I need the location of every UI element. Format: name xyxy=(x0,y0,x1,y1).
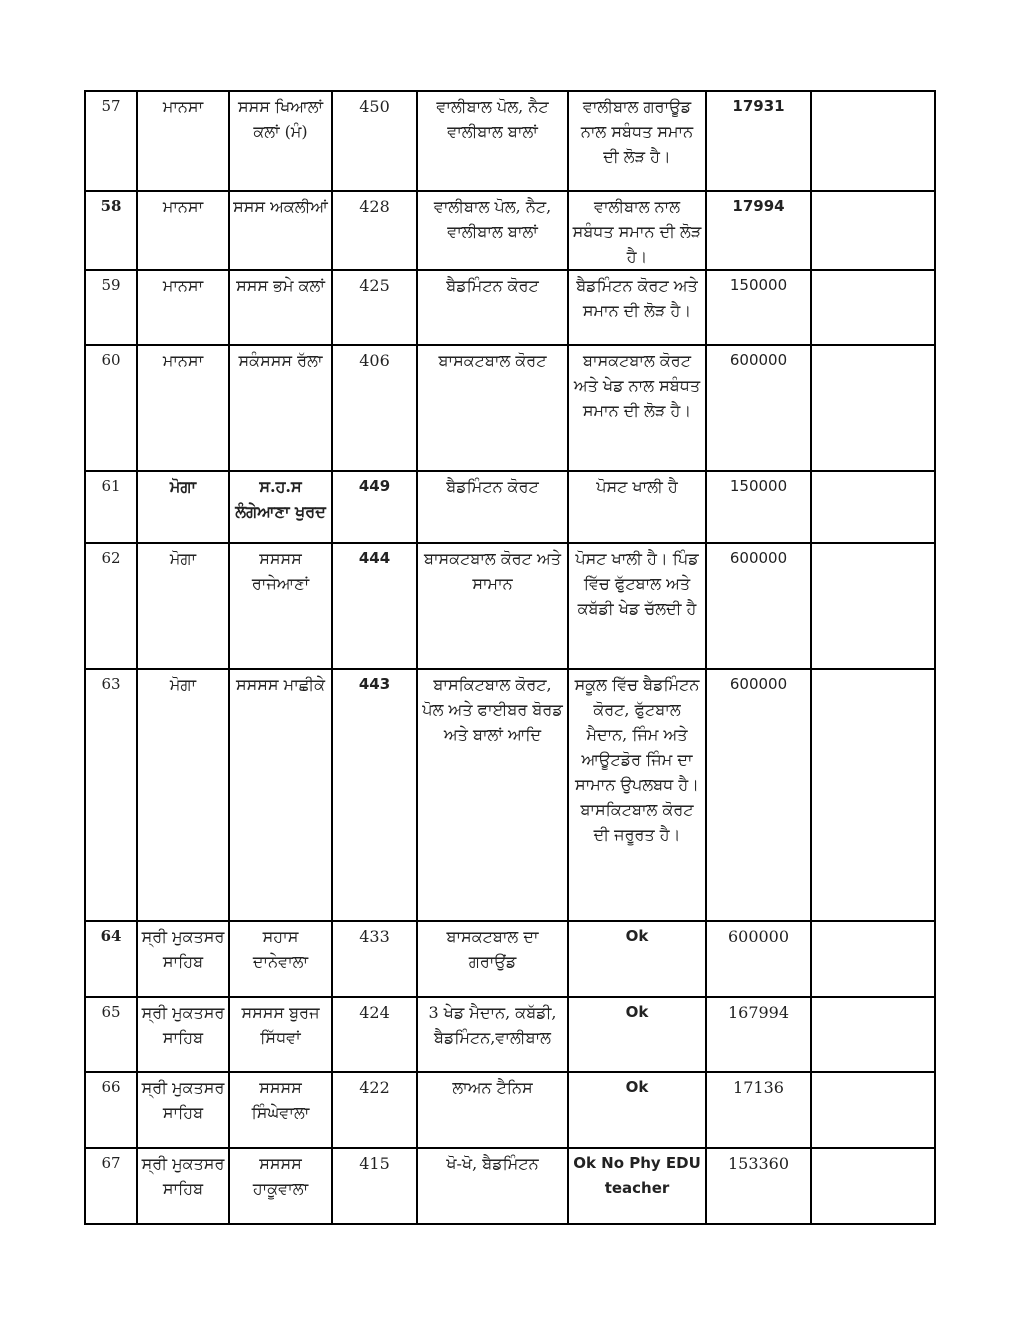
school-cell: ਸਹਾਸ ਦਾਨੇਵਾਲਾ xyxy=(229,921,332,997)
serial-cell: 62 xyxy=(85,543,137,669)
school-cell: ਸਸਸਸ ਮਾਛੀਕੇ xyxy=(229,669,332,921)
amount-cell: 17136 xyxy=(706,1072,811,1148)
table-row xyxy=(85,345,935,471)
school-cell: ਸਸਸ ਖਿਆਲਾਂ ਕਲਾਂ (ਮੰ) xyxy=(229,91,332,191)
remarks-cell xyxy=(811,270,935,345)
amount-cell: 600000 xyxy=(706,345,811,471)
remarks-cell xyxy=(811,91,935,191)
code-cell: 425 xyxy=(332,270,417,345)
amount-cell: 150000 xyxy=(706,471,811,543)
table-row xyxy=(85,1072,935,1148)
remarks-cell xyxy=(811,471,935,543)
code-cell: 422 xyxy=(332,1072,417,1148)
status-cell: Ok xyxy=(568,1072,706,1148)
district-cell: ਮੋਗਾ xyxy=(137,543,229,669)
serial-cell: 67 xyxy=(85,1148,137,1224)
school-cell: ਸ.ਹ.ਸ ਲੰਗੇਆਣਾ ਖੁਰਦ xyxy=(229,471,332,543)
status-cell: Ok xyxy=(568,921,706,997)
school-cell: ਸਸਸਸ ਰਾਜੇਆਣਾਂ xyxy=(229,543,332,669)
demand-cell: ਬਾਸਕਟਬਾਲ ਕੋਰਟ ਅਤੇ ਸਾਮਾਨ xyxy=(417,543,568,669)
demand-cell: ਵਾਲੀਬਾਲ ਪੋਲ, ਨੈਟ, ਵਾਲੀਬਾਲ ਬਾਲਾਂ xyxy=(417,191,568,270)
remarks-cell xyxy=(811,1148,935,1224)
status-cell: ਵਾਲੀਬਾਲ ਨਾਲ ਸਬੰਧਤ ਸਮਾਨ ਦੀ ਲੋੜ ਹੈ। xyxy=(568,191,706,270)
code-cell: 450 xyxy=(332,91,417,191)
school-cell: ਸਸਸ ਅਕਲੀਆਂ xyxy=(229,191,332,270)
serial-cell: 65 xyxy=(85,997,137,1072)
amount-cell: 167994 xyxy=(706,997,811,1072)
remarks-cell xyxy=(811,1072,935,1148)
demand-cell: ਖੋ-ਖੋ, ਬੈਡਮਿੰਟਨ xyxy=(417,1148,568,1224)
table-row xyxy=(85,921,935,997)
amount-cell: 17931 xyxy=(706,91,811,191)
demand-cell: ਲਾਅਨ ਟੈਨਿਸ xyxy=(417,1072,568,1148)
demand-cell: ਬੈਡਮਿੰਟਨ ਕੋਰਟ xyxy=(417,270,568,345)
code-cell: 433 xyxy=(332,921,417,997)
remarks-cell xyxy=(811,191,935,270)
table-row xyxy=(85,270,935,345)
remarks-cell xyxy=(811,345,935,471)
status-cell: ਵਾਲੀਬਾਲ ਗਰਾਊਡ ਨਾਲ ਸਬੰਧਤ ਸਮਾਨ ਦੀ ਲੋੜ ਹੈ। xyxy=(568,91,706,191)
code-cell: 424 xyxy=(332,997,417,1072)
district-cell: ਮੋਗਾ xyxy=(137,471,229,543)
demand-cell: 3 ਖੇਡ ਮੈਦਾਨ, ਕਬੱਡੀ, ਬੈਡਮਿੰਟਨ,ਵਾਲੀਬਾਲ xyxy=(417,997,568,1072)
serial-cell: 59 xyxy=(85,270,137,345)
status-cell: ਬਾਸਕਟਬਾਲ ਕੋਰਟ ਅਤੇ ਖੇਡ ਨਾਲ ਸਬੰਧਤ ਸਮਾਨ ਦੀ ਲੋੜ ਹੈ। xyxy=(568,345,706,471)
school-sports-table xyxy=(84,90,936,1225)
district-cell: ਮੋਗਾ xyxy=(137,669,229,921)
amount-cell: 600000 xyxy=(706,921,811,997)
code-cell: 443 xyxy=(332,669,417,921)
table-row xyxy=(85,669,935,921)
district-cell: ਸ੍ਰੀ ਮੁਕਤਸਰ ਸਾਹਿਬ xyxy=(137,1148,229,1224)
remarks-cell xyxy=(811,543,935,669)
serial-cell: 66 xyxy=(85,1072,137,1148)
amount-cell: 153360 xyxy=(706,1148,811,1224)
school-cell: ਸਸਸਸ ਸਿੰਘੇਵਾਲਾ xyxy=(229,1072,332,1148)
serial-cell: 58 xyxy=(85,191,137,270)
table-row xyxy=(85,1148,935,1224)
school-cell: ਸਕੰਸਸਸ ਰੱਲਾ xyxy=(229,345,332,471)
school-cell: ਸਸਸਸ ਬੁਰਜ ਸਿੱਧਵਾਂ xyxy=(229,997,332,1072)
code-cell: 415 xyxy=(332,1148,417,1224)
demand-cell: ਬੈਡਮਿੰਟਨ ਕੋਰਟ xyxy=(417,471,568,543)
status-cell: ਪੋਸਟ ਖਾਲੀ ਹੈ xyxy=(568,471,706,543)
district-cell: ਮਾਨਸਾ xyxy=(137,270,229,345)
remarks-cell xyxy=(811,669,935,921)
table-row xyxy=(85,471,935,543)
status-cell: ਬੈਡਮਿੰਟਨ ਕੋਰਟ ਅਤੇ ਸਮਾਨ ਦੀ ਲੋੜ ਹੈ। xyxy=(568,270,706,345)
district-cell: ਮਾਨਸਾ xyxy=(137,191,229,270)
table-row xyxy=(85,997,935,1072)
remarks-cell xyxy=(811,997,935,1072)
amount-cell: 17994 xyxy=(706,191,811,270)
serial-cell: 57 xyxy=(85,91,137,191)
demand-cell: ਬਾਸਕਟਬਾਲ ਕੋਰਟ xyxy=(417,345,568,471)
code-cell: 444 xyxy=(332,543,417,669)
demand-cell: ਵਾਲੀਬਾਲ ਪੋਲ, ਨੈਟ ਵਾਲੀਬਾਲ ਬਾਲਾਂ xyxy=(417,91,568,191)
amount-cell: 600000 xyxy=(706,543,811,669)
district-cell: ਸ੍ਰੀ ਮੁਕਤਸਰ ਸਾਹਿਬ xyxy=(137,997,229,1072)
serial-cell: 64 xyxy=(85,921,137,997)
table-row xyxy=(85,191,935,270)
serial-cell: 60 xyxy=(85,345,137,471)
remarks-cell xyxy=(811,921,935,997)
school-cell: ਸਸਸਸ ਹਾਕੂਵਾਲਾ xyxy=(229,1148,332,1224)
district-cell: ਮਾਨਸਾ xyxy=(137,345,229,471)
serial-cell: 63 xyxy=(85,669,137,921)
status-cell: ਸਕੂਲ ਵਿੱਚ ਬੈਡਮਿੰਟਨ ਕੋਰਟ, ਫੁੱਟਬਾਲ ਮੈਦਾਨ, ਜਿੰਮ ਅਤੇ ਆਊਟਡੋਰ ਜਿੰਮ ਦਾ ਸਾਮਾਨ ਉਪਲਬਧ ਹੈ। ਬਾਸਕਿਟਬਾਲ ਕੋਰਟ ਦੀ ਜਰੂਰਤ ਹੈ। xyxy=(568,669,706,921)
code-cell: 406 xyxy=(332,345,417,471)
table-row xyxy=(85,543,935,669)
status-cell: ਪੋਸਟ ਖਾਲੀ ਹੈ। ਪਿੰਡ ਵਿੱਚ ਫੁੱਟਬਾਲ ਅਤੇ ਕਬੱਡੀ ਖੇਡ ਚੱਲਦੀ ਹੈ xyxy=(568,543,706,669)
demand-cell: ਬਾਸਕਟਬਾਲ ਦਾ ਗਰਾਉਂਡ xyxy=(417,921,568,997)
status-cell: Ok xyxy=(568,997,706,1072)
table-row xyxy=(85,91,935,191)
amount-cell: 150000 xyxy=(706,270,811,345)
status-cell: Ok No Phy EDU teacher xyxy=(568,1148,706,1224)
amount-cell: 600000 xyxy=(706,669,811,921)
code-cell: 449 xyxy=(332,471,417,543)
district-cell: ਸ੍ਰੀ ਮੁਕਤਸਰ ਸਾਹਿਬ xyxy=(137,921,229,997)
code-cell: 428 xyxy=(332,191,417,270)
school-cell: ਸਸਸ ਭਮੇ ਕਲਾਂ xyxy=(229,270,332,345)
serial-cell: 61 xyxy=(85,471,137,543)
demand-cell: ਬਾਸਕਿਟਬਾਲ ਕੋਰਟ, ਪੋਲ ਅਤੇ ਫਾਈਬਰ ਬੋਰਡ ਅਤੇ ਬਾਲਾਂ ਆਦਿ xyxy=(417,669,568,921)
district-cell: ਸ੍ਰੀ ਮੁਕਤਸਰ ਸਾਹਿਬ xyxy=(137,1072,229,1148)
district-cell: ਮਾਨਸਾ xyxy=(137,91,229,191)
